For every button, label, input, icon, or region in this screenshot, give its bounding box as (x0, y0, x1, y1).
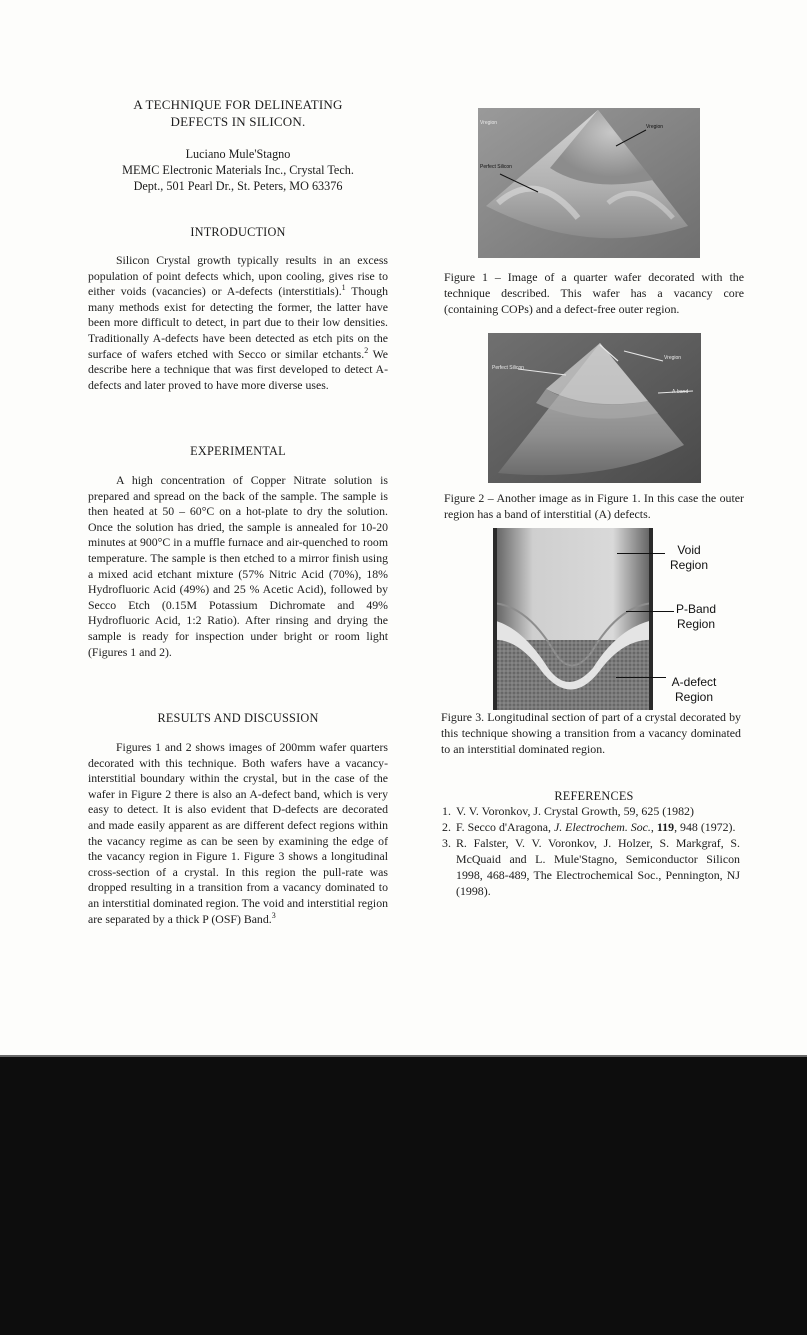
figure-1-image (478, 108, 700, 258)
reference-number: 2. (442, 819, 451, 834)
caption-text: Figure 2 – Another image as in Figure 1. In this case the outer region has a band of interstitial (A) defects. (444, 491, 744, 521)
figure-2-caption (444, 491, 744, 523)
section-heading: RESULTS AND DISCUSSION (157, 711, 319, 725)
citation: 2 (364, 345, 369, 355)
affiliation: Dept., 501 Pearl Dr., St. Peters, MO 63376 (133, 179, 343, 193)
section-heading: EXPERIMENTAL (190, 444, 286, 458)
reference-number: 3. (442, 835, 451, 850)
callout-void-region (664, 543, 714, 573)
reference-separator: , (650, 819, 657, 834)
reference-number: 1. (442, 804, 451, 818)
figure-3-caption (441, 710, 741, 758)
callout-line (617, 553, 665, 554)
figure-label: Perfect Silicon (492, 365, 524, 371)
introduction-text (88, 253, 388, 393)
callout-adefect-region (664, 675, 724, 705)
figure-label: Vregion (646, 124, 664, 130)
citation: 1 (341, 283, 346, 293)
callout-line (626, 611, 674, 612)
reference-text (456, 820, 740, 836)
reference-journal: J. Electrochem. Soc. (553, 819, 651, 834)
caption-text: Figure 3. Longitudinal section of part of a crystal decorated by this technique showing a transition from a vacancy dominated to an interstitial dominated region. (441, 710, 741, 756)
references-heading: REFERENCES (554, 789, 634, 803)
reference-pages: , 948 (1972). (674, 819, 736, 834)
paper-title (88, 96, 388, 130)
results-paragraph: Figures 1 and 2 shows images of 200mm wafer quarters decorated with this technique. Both wafers have a vacancy-interstitial boundary within the crystal, but in the case of the wafer in Figure 2 there is also an A-defect band, which is very easy to detect. It is also evident that D-defects are decorated and made easily apparent as are different defect regions within the vacancy regime as can be seen by examining the edge of the vacancy region in Figure 1. Figure 3 shows a longitudinal cross-section of a crystal. In this region the pull-rate was dropped resulting in a transition from a vacancy dominated to an interstitial dominated region. The void and interstitial region are separated by a thick P (OSF) Band. (88, 740, 388, 926)
intro-text: Though many methods exist for detecting the former, the latter have been more difficult to detect, in part due to their low densities. Traditionally A-defects have been detected as etch pits on the surface of wafers etched with Secco or similar etchants. (88, 284, 388, 361)
title-line: DEFECTS IN SILICON. (170, 114, 306, 129)
reference-text: R. Falster, V. V. Voronkov, J. Holzer, S. Markgraf, S. McQuaid and L. Mule'Stagno, Semiconductor Silicon 1998, 468-489, The Electrochemical Soc., Pennington, NJ (1998). (456, 835, 740, 898)
callout-text: Void (677, 543, 701, 557)
reference-item (442, 820, 740, 836)
figure-label: Vregion (480, 120, 498, 126)
figure-1-caption (444, 270, 744, 318)
intro-text: Silicon Crystal growth typically results in an excess population of point defects which, upon cooling, gives rise to either voids (vacancies) or A-defects (interstitials). (88, 253, 388, 299)
scan-edge (0, 1055, 807, 1057)
callout-text: Region (674, 690, 714, 704)
caption-text: Figure 1 – Image of a quarter wafer decorated with the technique described. This wafer has a vacancy core (containing COPs) and a defect-free outer region. (444, 270, 744, 316)
callout-pband-region (670, 602, 722, 632)
intro-text: We describe here a technique that was first developed to detect A-defects and later proved to have more diverse uses. (88, 346, 388, 392)
results-text (88, 740, 388, 927)
figure-2-image (488, 333, 701, 483)
reference-volume: 119 (656, 819, 675, 834)
figure-label: Perfect Silicon (480, 164, 512, 170)
callout-text: Region (669, 558, 709, 572)
wafer-quarter-image (478, 108, 700, 258)
citation: 3 (271, 910, 276, 920)
affiliation: MEMC Electronic Materials Inc., Crystal Tech. (122, 163, 354, 177)
reference-text: V. V. Voronkov, J. Crystal Growth, 59, 625 (1982) (456, 804, 694, 818)
section-heading: INTRODUCTION (190, 225, 286, 239)
figure-label: Vregion (664, 355, 682, 361)
callout-text: A-defect (671, 675, 717, 689)
title-line: A TECHNIQUE FOR DELINEATING (133, 97, 343, 112)
callout-line (616, 677, 666, 678)
callout-text: Region (676, 617, 716, 631)
figure-label: A-band (672, 389, 689, 395)
author-name: Luciano Mule'Stagno (185, 147, 291, 161)
author-block (88, 146, 388, 194)
reference-authors: F. Secco d'Aragona, (456, 819, 554, 834)
crystal-section-image (493, 528, 653, 710)
reference-item (442, 836, 740, 900)
figure-3-image (493, 528, 653, 710)
references-list (442, 804, 740, 899)
reference-item (442, 804, 740, 820)
experimental-paragraph: A high concentration of Copper Nitrate solution is prepared and spread on the back of the sample. The sample is then heated at 50 – 60°C on a hot-plate to dry the solution. Once the solution has dried, the sample is annealed for 10-20 minutes at 900°C in a muffle furnace and air-quenched to room temperature. The sample is then etched to a mirror finish using a mixed acid etchant mixture (57% Nitric Acid (70%), 18% Hydrofluoric Acid (49%) and 25 % Acetic Acid), followed by Secco Etch (0.15M Potassium Dichromate and 49% Hydrofluoric Acid, 1:2 Ratio). After rinsing and drying the sample is ready for inspection under bright or room light (Figures 1 and 2). (88, 473, 388, 659)
callout-text: P-Band (675, 602, 717, 616)
experimental-text (88, 473, 388, 660)
